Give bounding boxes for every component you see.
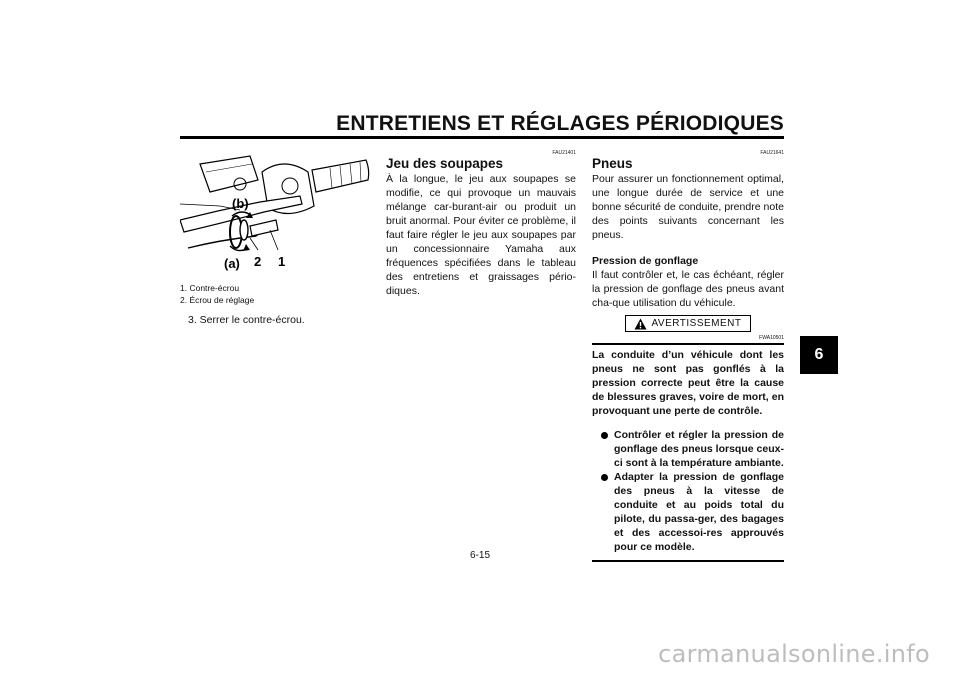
subsection-heading: Pression de gonflage bbox=[592, 255, 699, 267]
handlebar-illustration bbox=[180, 150, 370, 276]
chapter-tab: 6 bbox=[800, 336, 838, 374]
warning-rule-top bbox=[592, 343, 784, 345]
figure-caption bbox=[180, 282, 370, 306]
subsection-text: Il faut contrôler et, le cas échéant, régler la pression de gonflage des pneus avant cha-que utilisation du véhicule. bbox=[592, 269, 784, 309]
label-2: 2 bbox=[254, 254, 262, 269]
caption-item: 2. Écrou de réglage bbox=[180, 295, 255, 305]
bullet-icon bbox=[601, 474, 608, 481]
right-column bbox=[592, 150, 784, 562]
label-a: (a) bbox=[224, 256, 240, 271]
section-code: FAU21641 bbox=[760, 150, 784, 156]
section-title: Pneus bbox=[592, 156, 633, 171]
header-rule bbox=[180, 136, 784, 139]
caption-item: 1. Contre-écrou bbox=[180, 283, 240, 293]
warning-code: FWA10501 bbox=[759, 335, 784, 341]
section-body: À la longue, le jeu aux soupapes se modifie, ce qui provoque un mauvais mélange car-burant-air ou produit un bruit anormal. Pour éviter ce problème, il faut faire régler le jeu aux soupapes par un concessionnaire Yamaha aux fréquences spécifiées dans le tableau des entretiens et graissages pério-diques. bbox=[386, 173, 576, 297]
list-item bbox=[592, 470, 784, 554]
list-item bbox=[592, 428, 784, 470]
page-header-title: ENTRETIENS ET RÉGLAGES PÉRIODIQUES bbox=[336, 112, 784, 135]
warning-header bbox=[592, 315, 784, 332]
section-intro: Pour assurer un fonctionnement optimal, une longue durée de service et une bonne sécurité de conduite, prendre note des points suivants concernant les pneus. bbox=[592, 173, 784, 241]
list-item-text: Adapter la pression de gonflage des pneus à la vitesse de conduite et au poids total du pilote, du passa-ger, des bagages et des accessoi-res approuvés pour ce modèle. bbox=[614, 471, 784, 553]
label-b: (b) bbox=[232, 196, 249, 211]
label-1: 1 bbox=[278, 254, 286, 269]
watermark: carmanualsonline.info bbox=[658, 640, 930, 668]
warning-label: AVERTISSEMENT bbox=[651, 317, 742, 329]
list-item-text: Contrôler et régler la pression de gonflage des pneus lorsque ceux-ci sont à la température ambiante. bbox=[614, 429, 784, 469]
left-column bbox=[180, 150, 370, 327]
warning-text: La conduite d’un véhicule dont les pneus ne sont pas gonflés à la pression correcte peut être la cause de blessures graves, voire de mort, en provoquant une perte de contrôle. bbox=[592, 348, 784, 417]
procedure-step: 3. Serrer le contre-écrou. bbox=[188, 314, 305, 326]
page-number: 6-15 bbox=[469, 550, 490, 561]
section-title: Jeu des soupapes bbox=[386, 156, 504, 171]
warning-badge bbox=[625, 315, 751, 332]
middle-column bbox=[386, 150, 576, 298]
bullet-icon bbox=[601, 432, 608, 439]
warning-triangle-icon bbox=[634, 318, 647, 330]
warning-list bbox=[592, 428, 784, 554]
section-code: FAU21401 bbox=[552, 150, 576, 156]
